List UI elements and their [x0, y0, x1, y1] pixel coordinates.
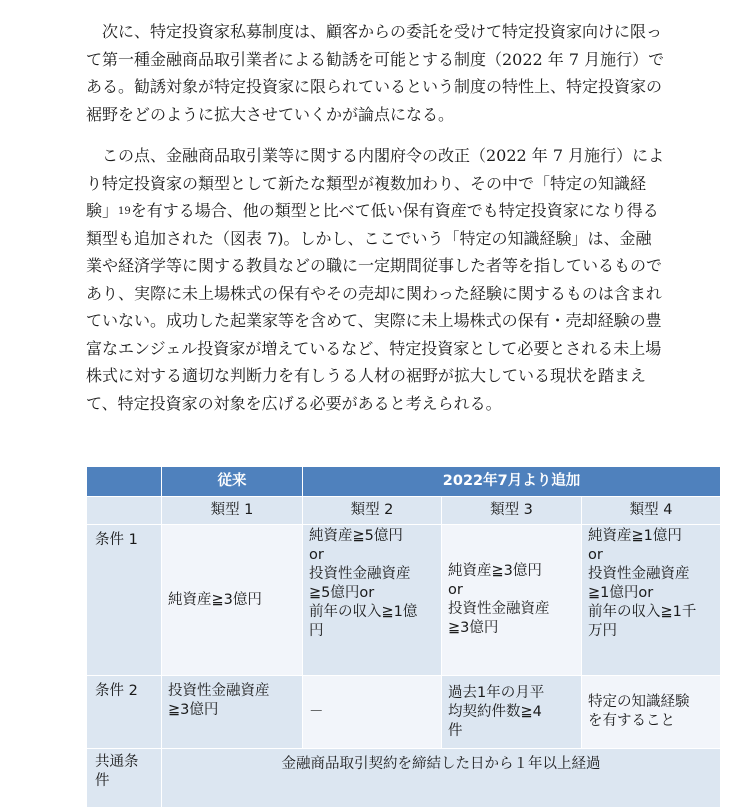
type-1-header: 類型 1: [162, 497, 303, 525]
table-header-row: [87, 467, 721, 497]
condition-1-type-2: 純資産≧5億円 or 投資性金融資産 ≧5億円or 前年の収入≧1億 円: [303, 525, 442, 676]
condition-1-type-3: 純資産≧3億円 or 投資性金融資産 ≧3億円: [442, 525, 582, 676]
paragraph-1-line: 裾野をどのように拡大させていくかが論点になる。: [86, 104, 455, 124]
condition-2-type-3: 過去1年の月平 均契約件数≧4 件: [442, 676, 582, 749]
table-row-common: [87, 749, 721, 808]
condition-1-type-4: 純資産≧1億円 or 投資性金融資産 ≧1億円or 前年の収入≧1千 万円: [582, 525, 721, 676]
paragraph-2-line: て、特定投資家の対象を広げる必要があると考えられる。: [86, 393, 502, 413]
type-2-header: 類型 2: [303, 497, 442, 525]
header-added: 2022年7月より追加: [303, 467, 721, 497]
paragraph-2-line: 業や経済学等に関する教員などの職に一定期間従事した者等を指しているもので: [86, 256, 663, 275]
paragraph-1-line: て第一種金融商品取引業者による勧誘を可能とする制度（2022 年 7 月施行）で: [86, 49, 665, 69]
paragraph-2-line: 類型も追加された（図表 7)。しかし、ここでいう「特定の知識経験」は、金融: [86, 228, 652, 248]
paragraph-2-line: 株式に対する適切な判断力を有しうる人材の裾野が拡大している現状を踏まえ: [86, 366, 647, 385]
paragraph-2-line: 富なエンジェル投資家が増えているなど、特定投資家として必要とされる未上場: [86, 338, 662, 358]
table-row-condition-2: [87, 676, 721, 749]
type-4-header: 類型 4: [582, 497, 721, 525]
paragraph-2-line-with-footnote: [86, 197, 726, 225]
header-blank: [87, 467, 162, 497]
common-condition-value: 金融商品取引契約を締結した日から１年以上経過: [162, 749, 721, 808]
condition-1-type-1: 純資産≧3億円: [162, 525, 303, 676]
condition-2-type-2: －: [303, 676, 442, 749]
common-condition-label: 共通条 件: [87, 749, 162, 808]
type-3-header: 類型 3: [442, 497, 582, 525]
paragraph-1-line: ある。勧誘対象が特定投資家に限られているという制度の特性上、特定投資家の: [86, 77, 663, 96]
paragraph-2-line: あり、実際に未上場株式の保有やその売却に関わった経験に関するものは含まれ: [86, 283, 662, 303]
paragraph-2: [86, 142, 726, 417]
header-conventional: 従来: [162, 467, 303, 497]
type-blank: [87, 497, 162, 525]
footnote-ref-19[interactable]: 19: [118, 206, 131, 217]
condition-2-label: 条件 2: [87, 676, 162, 749]
paragraph-2-line: り特定投資家の類型として新たな類型が複数加わり、その中で「特定の知識経: [86, 173, 647, 193]
investor-type-table: [86, 466, 721, 808]
table-row-condition-1: [87, 525, 721, 676]
paragraph-2-line: この点、金融商品取引業等に関する内閣府令の改正（2022 年 7 月施行）によ: [102, 146, 665, 165]
footnote-lead-text: 験」: [86, 201, 119, 220]
footnote-trail-text: を有する場合、他の類型と比べて低い保有資産でも特定投資家になり得る: [130, 201, 659, 220]
paragraph-1: [86, 18, 726, 128]
condition-2-type-4: 特定の知識経験 を有すること: [582, 676, 721, 749]
condition-2-type-1: 投資性金融資産 ≧3億円: [162, 676, 303, 749]
condition-1-label: 条件 1: [87, 525, 162, 676]
paragraph-1-line: 次に、特定投資家私募制度は、顧客からの委託を受けて特定投資家向けに限っ: [102, 22, 663, 41]
paragraph-2-line: ていない。成功した起業家等を含めて、実際に未上場株式の保有・売却経験の豊: [86, 311, 662, 330]
table-type-row: [87, 497, 721, 525]
